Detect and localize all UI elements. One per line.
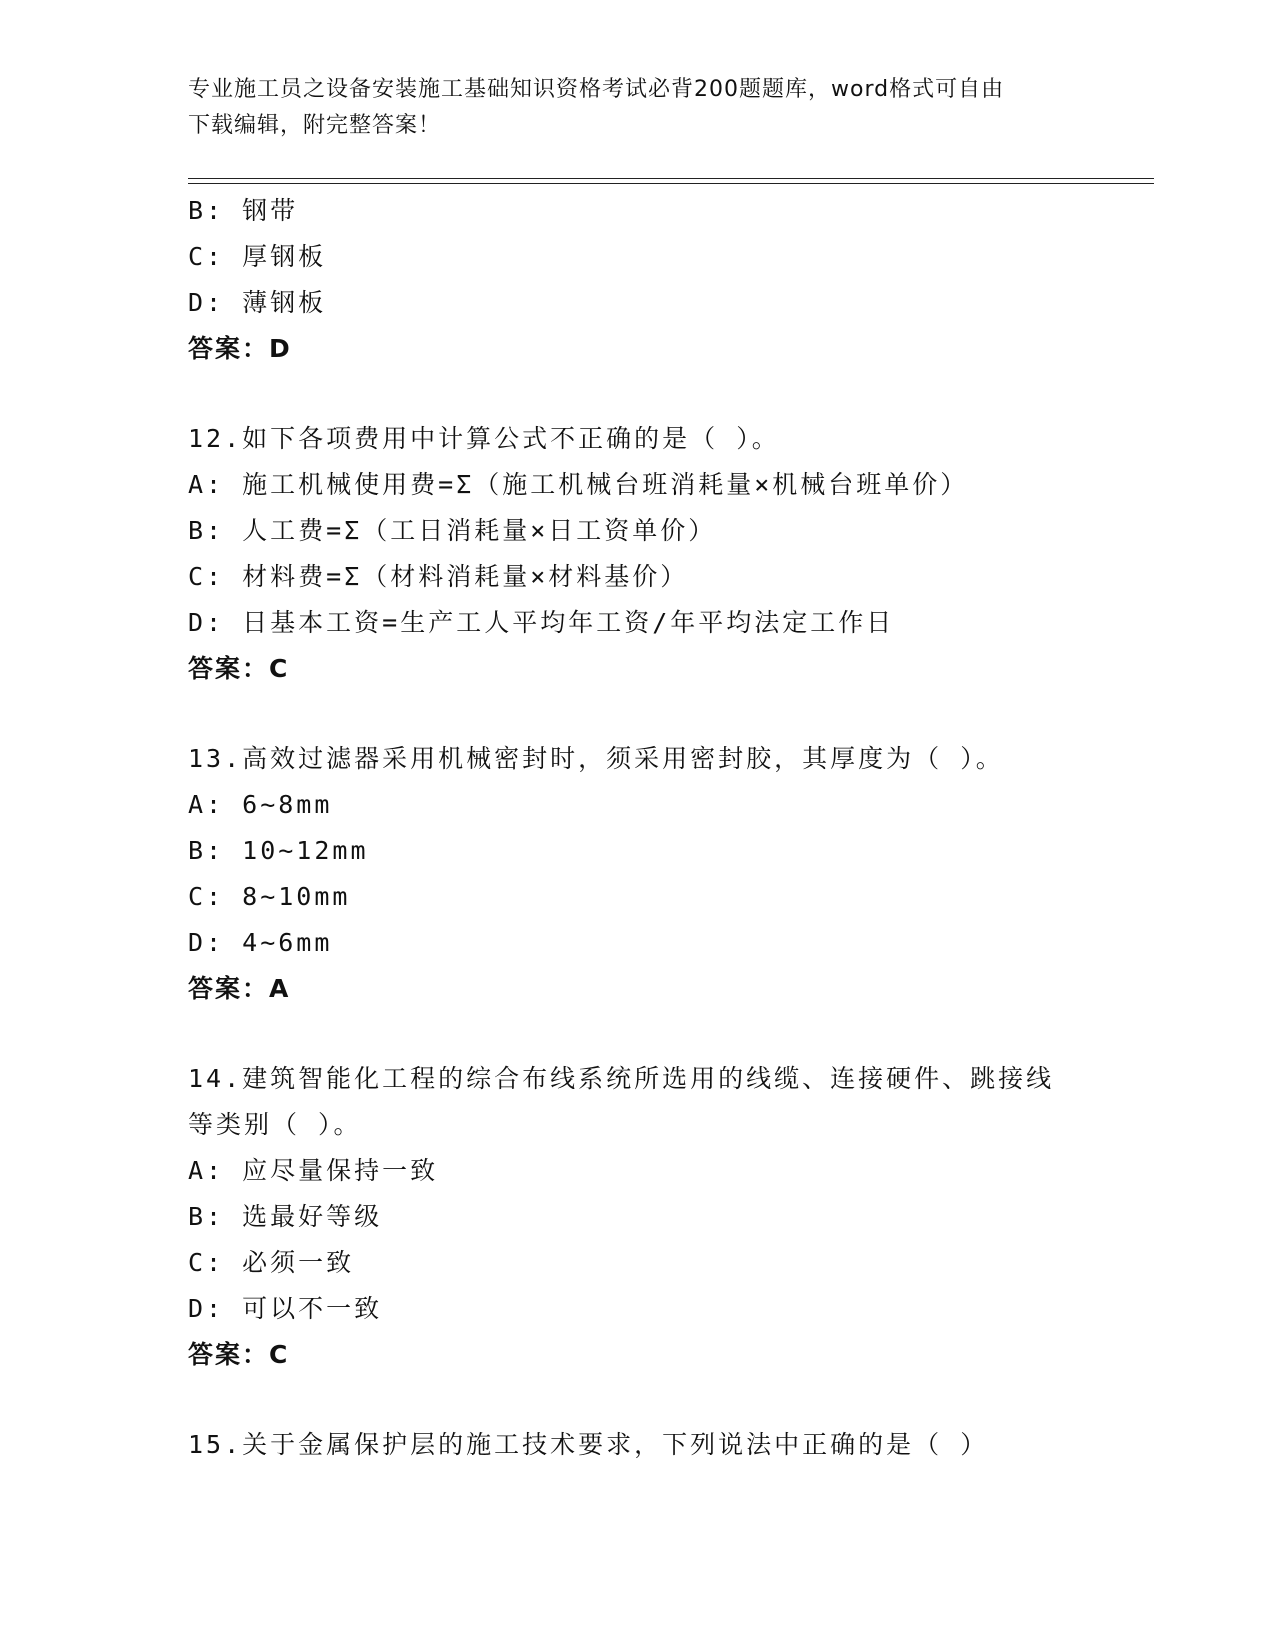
option-d: D: 日基本工资=生产工人平均年工资/年平均法定工作日 [188, 608, 895, 637]
answer: 答案：D [188, 334, 292, 363]
spacer [188, 692, 1078, 736]
option-d: D: 4~6mm [188, 928, 333, 957]
document-header [188, 72, 1078, 144]
question-text-line-1: 14.建筑智能化工程的综合布线系统所选用的线缆、连接硬件、跳接线 [188, 1064, 1055, 1093]
question-text: 15.关于金属保护层的施工技术要求，下列说法中正确的是（ ） [188, 1430, 989, 1459]
option-c: C: 材料费=Σ（材料消耗量×材料基价） [188, 562, 689, 591]
spacer [188, 372, 1078, 416]
answer: 答案：C [188, 654, 290, 683]
answer: 答案：A [188, 974, 291, 1003]
answer: 答案：C [188, 1340, 290, 1369]
spacer [188, 1378, 1078, 1422]
question-text: 13.高效过滤器采用机械密封时，须采用密封胶，其厚度为（ ）。 [188, 744, 1004, 773]
option-c: C: 必须一致 [188, 1248, 355, 1277]
header-line-2: 下载编辑，附完整答案！ [188, 113, 442, 138]
option-a: A: 6~8mm [188, 790, 333, 819]
option-b: B: 人工费=Σ（工日消耗量×日工资单价） [188, 516, 717, 545]
question-text: 12.如下各项费用中计算公式不正确的是（ ）。 [188, 424, 780, 453]
question-11 [188, 188, 1078, 372]
header-divider [188, 178, 1154, 184]
option-d: D: 薄钢板 [188, 288, 327, 317]
option-d: D: 可以不一致 [188, 1294, 383, 1323]
option-c: C: 厚钢板 [188, 242, 327, 271]
option-b: B: 选最好等级 [188, 1202, 383, 1231]
header-line-1: 专业施工员之设备安装施工基础知识资格考试必背200题题库，word格式可自由 [188, 77, 1005, 102]
question-15 [188, 1422, 1078, 1468]
question-list [188, 188, 1078, 1468]
option-b: B: 10~12mm [188, 836, 369, 865]
question-12 [188, 416, 1078, 692]
option-a: A: 施工机械使用费=Σ（施工机械台班消耗量×机械台班单价） [188, 470, 969, 499]
question-14 [188, 1056, 1078, 1378]
question-text-line-2: 等类别（ ）。 [188, 1110, 362, 1139]
question-13 [188, 736, 1078, 1012]
option-c: C: 8~10mm [188, 882, 351, 911]
spacer [188, 1012, 1078, 1056]
option-b: B: 钢带 [188, 196, 299, 225]
option-a: A: 应尽量保持一致 [188, 1156, 439, 1185]
